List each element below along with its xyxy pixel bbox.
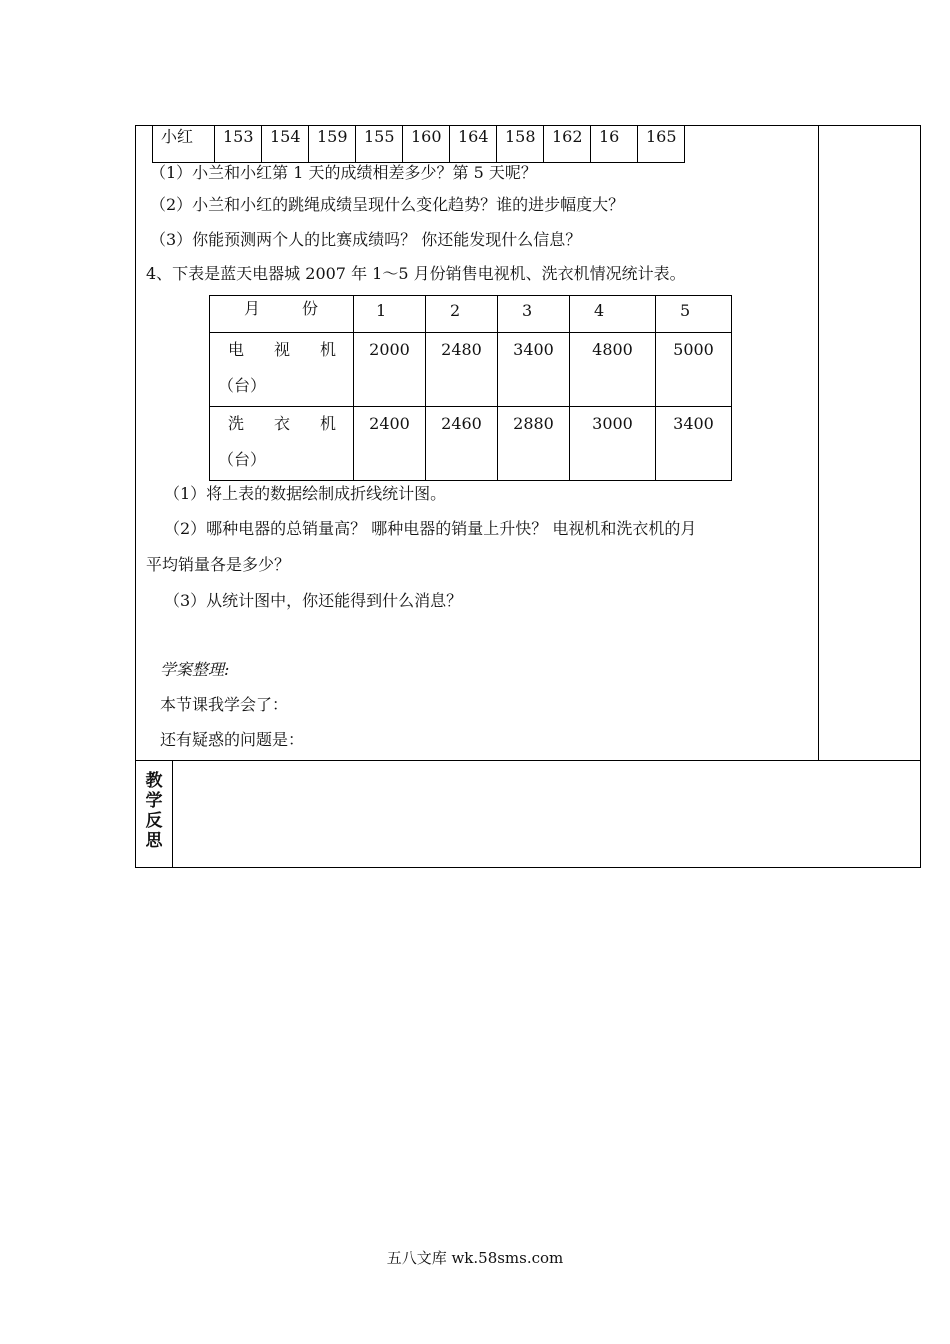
label-char: 洗 bbox=[228, 414, 245, 433]
washer-value-cell: 3400 bbox=[656, 407, 732, 481]
table-row bbox=[210, 296, 732, 333]
question-3-2: （2）小兰和小红的跳绳成绩呈现什么变化趋势？谁的进步幅度大？ bbox=[150, 195, 625, 214]
score-cell: 160 bbox=[403, 126, 450, 163]
month-cell: 1 bbox=[354, 296, 426, 333]
washer-value-cell: 2460 bbox=[426, 407, 498, 481]
unit-label: （台） bbox=[218, 450, 267, 469]
washer-value-cell: 2880 bbox=[498, 407, 570, 481]
reflection-label bbox=[136, 771, 172, 851]
washer-value-cell: 3000 bbox=[570, 407, 656, 481]
score-cell: 155 bbox=[356, 126, 403, 163]
score-cell: 164 bbox=[450, 126, 497, 163]
score-cell: 153 bbox=[215, 126, 262, 163]
month-header-cell bbox=[210, 296, 354, 333]
reflection-char: 学 bbox=[145, 791, 163, 811]
score-table bbox=[152, 125, 685, 163]
score-row-label: 小红 bbox=[153, 126, 215, 163]
month-cell: 2 bbox=[426, 296, 498, 333]
month-cell: 5 bbox=[656, 296, 732, 333]
summary-learned: 本节课我学会了： bbox=[160, 695, 289, 714]
question-3-3: （3）你能预测两个人的比赛成绩吗？ 你还能发现什么信息？ bbox=[150, 230, 582, 249]
right-column-divider bbox=[818, 125, 819, 761]
score-cell: 162 bbox=[544, 126, 591, 163]
unit-label: （台） bbox=[218, 376, 267, 395]
washer-label-cell bbox=[210, 407, 354, 481]
summary-title: 学案整理: bbox=[160, 660, 230, 679]
table-row bbox=[210, 407, 732, 481]
month-cell: 3 bbox=[498, 296, 570, 333]
table-row bbox=[210, 333, 732, 407]
reflection-char: 思 bbox=[145, 831, 163, 851]
question-3-1: （1）小兰和小红第 1 天的成绩相差多少？第 5 天呢？ bbox=[150, 163, 537, 182]
label-char: 电 bbox=[228, 340, 245, 359]
score-cell: 16 bbox=[591, 126, 638, 163]
label-char: 衣 bbox=[273, 414, 290, 433]
score-cell: 158 bbox=[497, 126, 544, 163]
header-char: 份 bbox=[301, 299, 318, 318]
tv-value-cell: 2480 bbox=[426, 333, 498, 407]
label-char: 机 bbox=[319, 340, 336, 359]
reflection-label-divider bbox=[172, 760, 173, 868]
problem-4-title: 4、下表是蓝天电器城 2007 年 1～5 月份销售电视机、洗衣机情况统计表。 bbox=[146, 264, 686, 283]
score-cell: 154 bbox=[262, 126, 309, 163]
sales-table bbox=[209, 295, 732, 481]
question-4-3: （3）从统计图中，你还能得到什么消息？ bbox=[164, 591, 463, 610]
tv-value-cell: 4800 bbox=[570, 333, 656, 407]
label-char: 机 bbox=[319, 414, 336, 433]
month-cell: 4 bbox=[570, 296, 656, 333]
score-cell: 159 bbox=[309, 126, 356, 163]
score-cell: 165 bbox=[638, 126, 685, 163]
question-4-2-line1: （2）哪种电器的总销量高？ 哪种电器的销量上升快？ 电视机和洗衣机的月 bbox=[164, 519, 697, 538]
header-char: 月 bbox=[244, 299, 261, 318]
tv-value-cell: 3400 bbox=[498, 333, 570, 407]
tv-value-cell: 2000 bbox=[354, 333, 426, 407]
reflection-divider bbox=[135, 760, 921, 761]
question-4-1: （1）将上表的数据绘制成折线统计图。 bbox=[164, 484, 447, 503]
summary-doubts: 还有疑惑的问题是： bbox=[160, 730, 305, 749]
tv-value-cell: 5000 bbox=[656, 333, 732, 407]
table-row bbox=[153, 126, 685, 163]
tv-label-cell bbox=[210, 333, 354, 407]
washer-value-cell: 2400 bbox=[354, 407, 426, 481]
reflection-char: 反 bbox=[145, 811, 163, 831]
reflection-char: 教 bbox=[145, 771, 163, 791]
question-4-2-line2: 平均销量各是多少？ bbox=[146, 555, 291, 574]
page-footer: 五八文库 wk.58sms.com bbox=[386, 1249, 564, 1267]
label-char: 视 bbox=[273, 340, 290, 359]
